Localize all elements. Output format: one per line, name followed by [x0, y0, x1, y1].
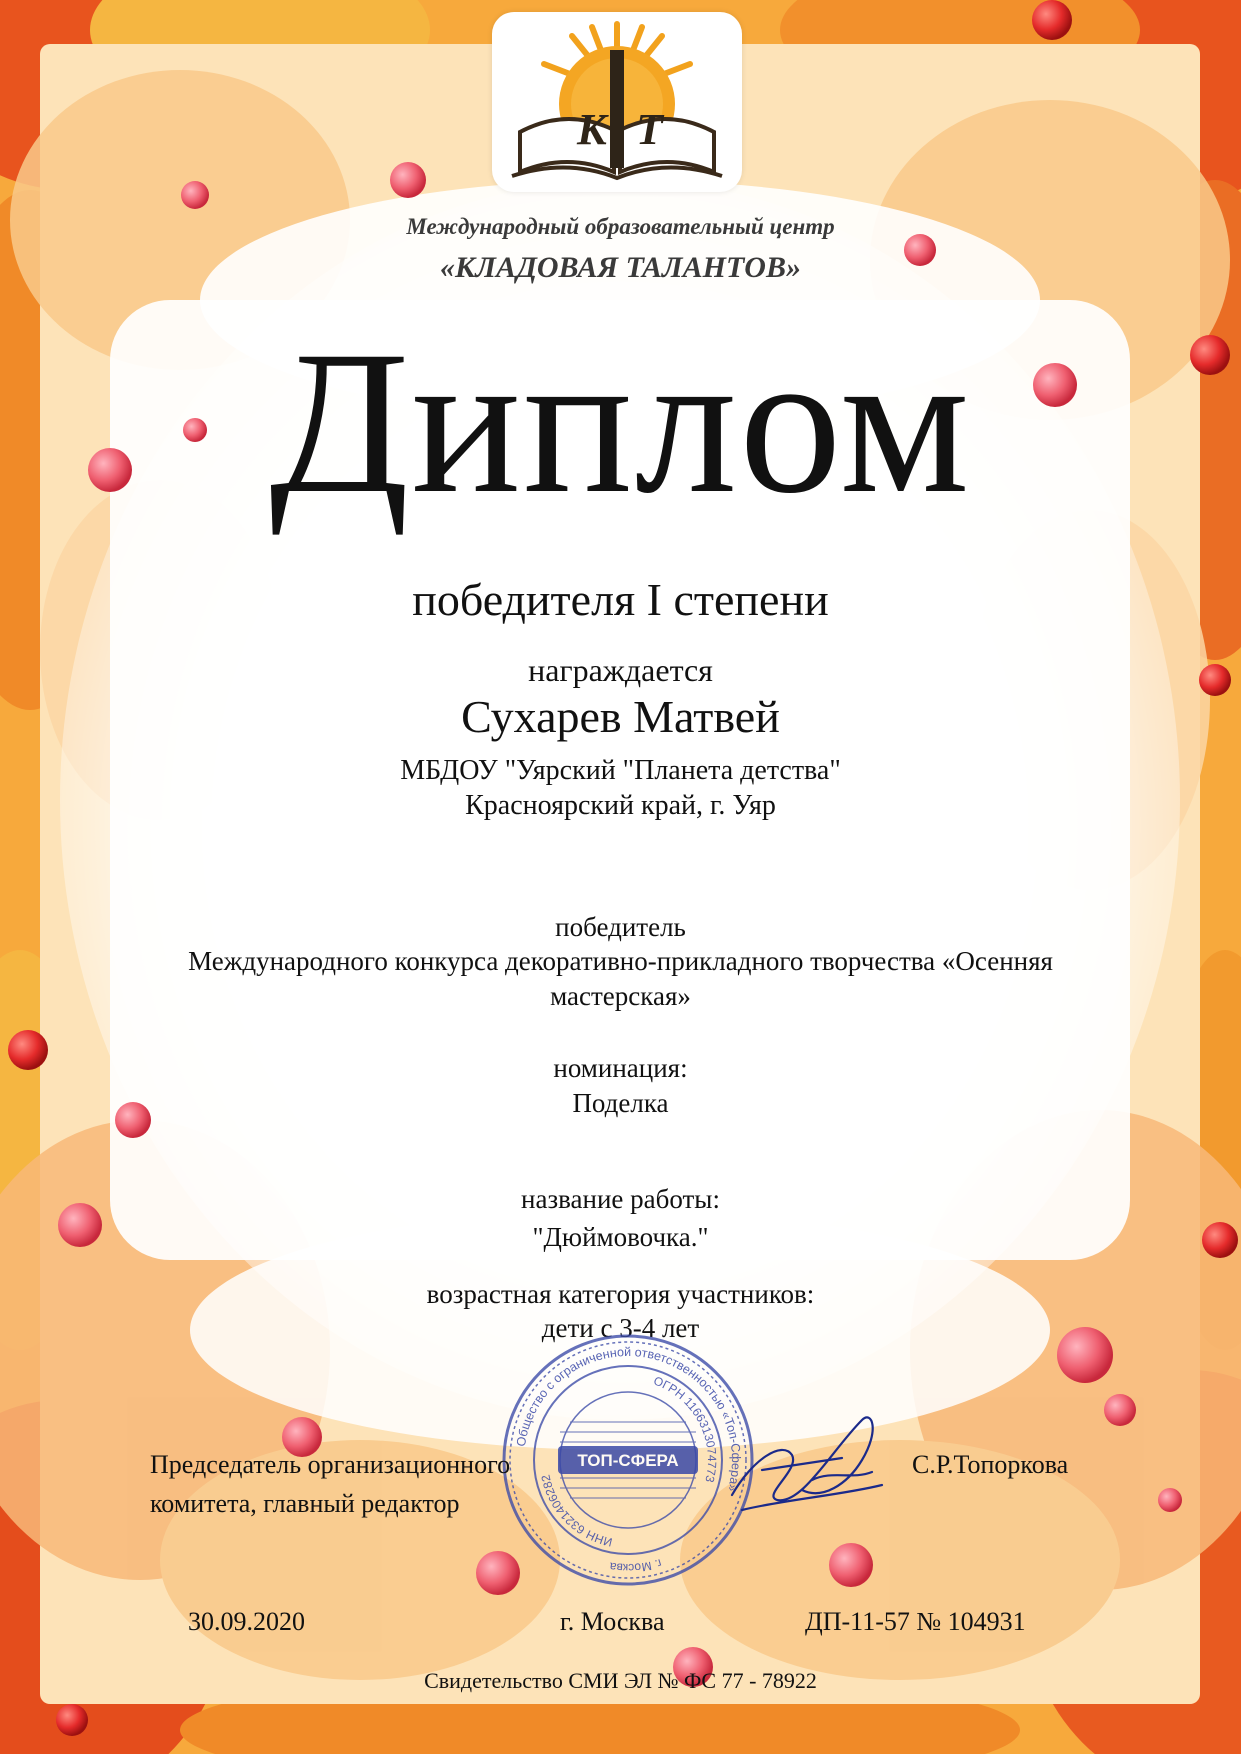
contest-name-line1: Международного конкурса декоративно-прикладного творчества «Осенняя — [188, 946, 1053, 976]
age-label: возрастная категория участников: — [426, 1279, 815, 1309]
recipient-location: Красноярский край, г. Уяр — [465, 790, 776, 821]
work-label: название работы: — [521, 1184, 720, 1214]
signatory-role-line2: комитета, главный редактор — [150, 1489, 460, 1518]
stamp-inn: ИНН 6321406282 — [538, 1473, 614, 1550]
nomination-label: номинация: — [553, 1053, 688, 1083]
org-name: «КЛАДОВАЯ ТАЛАНТОВ» — [440, 251, 801, 284]
logo-letter-t: Т — [636, 105, 663, 154]
diploma-title: Диплом — [269, 309, 972, 536]
signatory-name: С.Р.Топоркова — [912, 1450, 1069, 1479]
issue-date: 30.09.2020 — [188, 1607, 305, 1636]
diploma-degree: победителя I степени — [412, 574, 829, 625]
winner-label: победитель — [555, 912, 686, 942]
recipient-institution: МБДОУ "Уярский "Планета детства" — [400, 755, 841, 786]
nomination-value: Поделка — [572, 1088, 669, 1118]
handwritten-signature — [722, 1400, 892, 1530]
stamp-city: г. Москва — [608, 1556, 664, 1576]
stamp-outer-text: Общество с ограниченной ответственностью «Топ-Сфера» — [513, 1344, 744, 1494]
logo-letter-k: К — [577, 105, 607, 154]
kt-logo-icon — [492, 12, 742, 192]
awarded-label: награждается — [528, 652, 713, 688]
work-title: "Дюймовочка." — [532, 1222, 709, 1252]
logo-box — [492, 12, 742, 192]
media-certificate: Свидетельство СМИ ЭЛ № ФС 77 - 78922 — [424, 1668, 817, 1693]
stamp-ogrn: ОГРН 1166313074773 — [651, 1373, 720, 1484]
age-value: дети с 3-4 лет — [541, 1313, 700, 1343]
issue-city: г. Москва — [560, 1607, 665, 1636]
recipient-name: Сухарев Матвей — [461, 691, 780, 742]
diploma-number: ДП-11-57 № 104931 — [805, 1607, 1026, 1636]
stamp-center-text: ТОП-СФЕРА — [577, 1451, 679, 1470]
signatory-role-line1: Председатель организационного — [150, 1450, 511, 1479]
org-description: Международный образовательный центр — [406, 214, 835, 239]
company-stamp — [500, 1332, 756, 1588]
contest-name-line2: мастерская» — [550, 981, 691, 1011]
